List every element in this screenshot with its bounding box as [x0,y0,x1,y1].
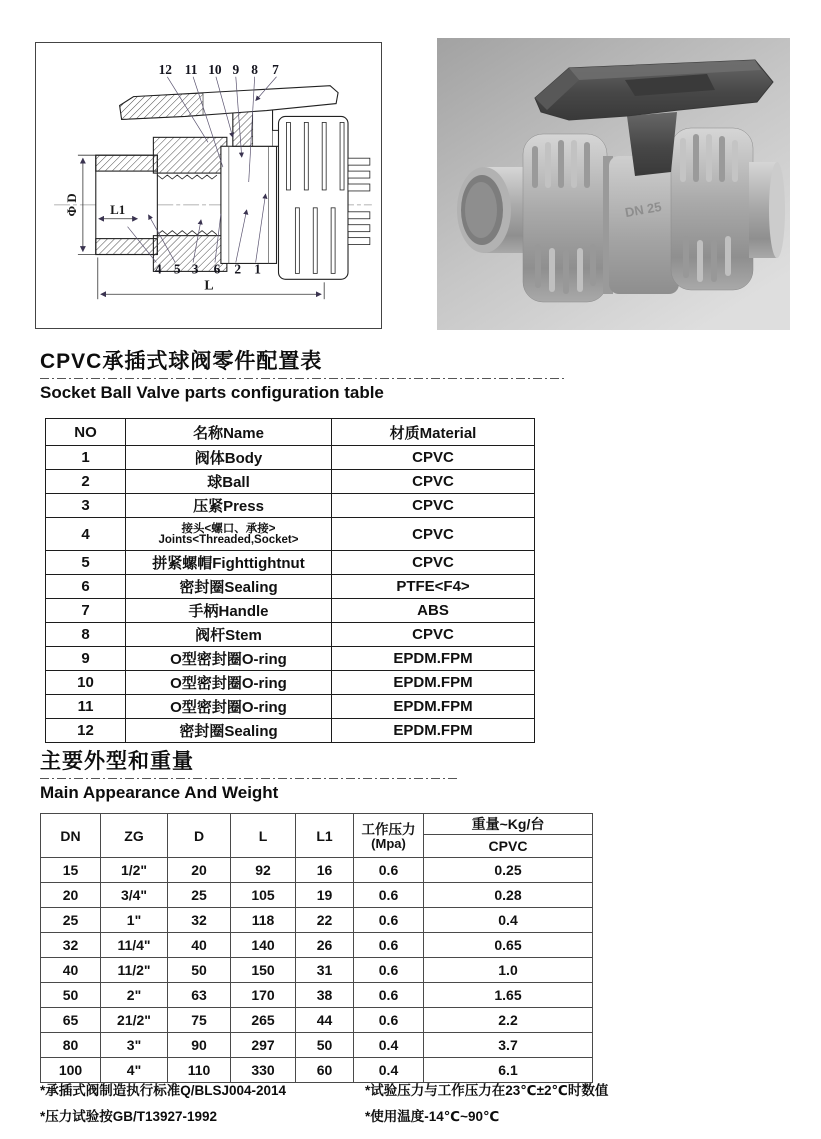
d-cell: 32 [168,908,231,933]
dim-label-l1: L1 [110,202,126,217]
callout-8: 8 [251,61,259,77]
parts-section-header [40,350,570,403]
l1-cell: 44 [296,1008,354,1033]
l-cell: 330 [231,1058,296,1083]
part-name: 密封圈Sealing [179,723,278,740]
zg-cell: 4" [101,1058,168,1083]
material-cell: EPDM.FPM [332,671,535,695]
dn-cell: 40 [41,958,101,983]
no-cell: 6 [46,575,126,599]
parts-row [46,695,535,719]
callout-11: 11 [184,61,198,77]
name-cell [126,671,332,695]
l1-cell: 38 [296,983,354,1008]
name-cell [126,551,332,575]
pressure-header [354,814,424,858]
zg-cell: 1" [101,908,168,933]
l1-cell: 50 [296,1033,354,1058]
parts-row [46,470,535,494]
no-cell: 8 [46,623,126,647]
dn-cell: 25 [41,908,101,933]
l1-cell: 16 [296,858,354,883]
part-name: 阀体Body [194,450,263,467]
l1-cell: 31 [296,958,354,983]
part-name: O型密封圈O-ring [170,699,287,716]
l1-cell: 60 [296,1058,354,1083]
no-cell: 9 [46,647,126,671]
spec-row [41,908,593,933]
zg-cell: 3/4" [101,883,168,908]
name-cell [126,719,332,743]
parts-section-title-zh: CPVC承插式球阀零件配置表 [40,350,323,373]
l1-cell: 22 [296,908,354,933]
d-cell: 50 [168,958,231,983]
weight-cell: 3.7 [424,1033,593,1058]
dn-cell: 65 [41,1008,101,1033]
spec-row [41,883,593,908]
material-cell: EPDM.FPM [332,695,535,719]
material-cell: EPDM.FPM [332,647,535,671]
no-cell: 1 [46,446,126,470]
footnote-standard: *承插式阀制造执行标准Q/BLSJ004-2014 [40,1083,287,1098]
parts-row [46,551,535,575]
part-name-sub: Joints<Threaded,Socket> [158,533,299,546]
l-cell: 92 [231,858,296,883]
dn-cell: 32 [41,933,101,958]
weight-header: 重量~Kg/台 [424,814,593,835]
name-cell [126,647,332,671]
no-cell: 3 [46,494,126,518]
spec-row [41,1033,593,1058]
name-header: 名称Name [126,419,332,446]
l-cell: 118 [231,908,296,933]
l-cell: 170 [231,983,296,1008]
footnotes-left [40,1078,286,1130]
callout-9: 9 [232,61,240,77]
no-cell: 11 [46,695,126,719]
parts-section-title-en: Socket Ball Valve parts configuration table [40,383,384,402]
callout-2: 2 [234,261,242,277]
part-name: 手柄Handle [188,603,269,620]
dn-cell: 15 [41,858,101,883]
parts-table [45,418,535,743]
material-cell: ABS [332,599,535,623]
l-cell: 140 [231,933,296,958]
d-header: D [168,814,231,858]
spec-row [41,1008,593,1033]
material-cell: EPDM.FPM [332,719,535,743]
weight-cell: 1.0 [424,958,593,983]
part-name: O型密封圈O-ring [170,651,287,668]
name-cell [126,695,332,719]
dash-dot-divider [40,378,565,380]
name-cell [126,518,332,551]
weight-material-header: CPVC [424,835,593,858]
valve-cross-section-drawing [36,43,379,326]
callout-10: 10 [208,61,222,77]
callout-5: 5 [173,261,181,277]
callout-7: 7 [272,61,279,77]
part-name: 拼紧螺帽Fighttightnut [152,555,305,572]
valve-body-outline [96,86,370,280]
material-cell: CPVC [332,470,535,494]
d-cell: 25 [168,883,231,908]
no-cell: 10 [46,671,126,695]
d-cell: 75 [168,1008,231,1033]
callout-1: 1 [254,261,261,277]
dash-dot-divider [40,778,460,780]
l1-cell: 19 [296,883,354,908]
zg-cell: 11/2" [101,958,168,983]
pressure-cell: 0.4 [354,1033,424,1058]
footnotes-right [365,1078,608,1130]
name-cell [126,470,332,494]
parts-header-row [46,419,535,446]
product-photo-panel [437,38,790,330]
weight-cell: 0.4 [424,908,593,933]
part-name: O型密封圈O-ring [170,675,287,692]
zg-cell: 21/2" [101,1008,168,1033]
pressure-header-zh: 工作压力 [361,821,416,837]
l-header: L [231,814,296,858]
footnote-test-pressure: *试验压力与工作压力在23℃±2℃时数值 [365,1083,609,1098]
material-cell: CPVC [332,494,535,518]
pressure-cell: 0.6 [354,908,424,933]
part-name: 接头<螺口、承接> [181,522,276,535]
spec-table [40,813,593,1083]
pressure-cell: 0.6 [354,933,424,958]
part-name: 压紧Press [193,498,264,515]
no-cell: 7 [46,599,126,623]
d-cell: 90 [168,1033,231,1058]
callout-12: 12 [158,61,172,77]
pressure-cell: 0.6 [354,858,424,883]
parts-row [46,623,535,647]
parts-row [46,647,535,671]
dimensions-section-title-zh: 主要外型和重量 [40,750,194,773]
weight-cell: 6.1 [424,1058,593,1083]
l-cell: 150 [231,958,296,983]
weight-cell: 0.28 [424,883,593,908]
pressure-header-unit: (Mpa) [371,835,406,851]
valve-photo [437,38,790,330]
parts-row [46,671,535,695]
zg-header: ZG [101,814,168,858]
callout-6: 6 [213,261,221,277]
zg-cell: 1/2" [101,858,168,883]
material-cell: CPVC [332,623,535,647]
spec-row [41,858,593,883]
dimensions-section-header [40,750,470,803]
material-header: 材质Material [332,419,535,446]
name-cell [126,623,332,647]
dn-cell: 20 [41,883,101,908]
part-name: 球Ball [207,474,250,491]
material-cell: CPVC [332,551,535,575]
material-cell: CPVC [332,518,535,551]
no-cell: 12 [46,719,126,743]
emboss-text: DN 25 [623,198,663,221]
zg-cell: 11/4" [101,933,168,958]
d-cell: 110 [168,1058,231,1083]
callout-4: 4 [154,261,162,277]
no-cell: 4 [46,518,126,551]
weight-cell: 0.65 [424,933,593,958]
dimensions-section-title-en: Main Appearance And Weight [40,783,279,802]
pressure-cell: 0.6 [354,983,424,1008]
l-cell: 297 [231,1033,296,1058]
name-cell [126,575,332,599]
zg-cell: 3" [101,1033,168,1058]
dn-cell: 80 [41,1033,101,1058]
pressure-cell: 0.4 [354,1058,424,1083]
parts-row [46,719,535,743]
technical-drawing-panel [35,42,382,329]
zg-cell: 2" [101,983,168,1008]
spec-header-row-1 [41,814,593,835]
no-cell: 2 [46,470,126,494]
dn-cell: 50 [41,983,101,1008]
l-cell: 265 [231,1008,296,1033]
weight-cell: 1.65 [424,983,593,1008]
weight-cell: 0.25 [424,858,593,883]
spec-row [41,933,593,958]
d-cell: 63 [168,983,231,1008]
parts-row [46,575,535,599]
l1-cell: 26 [296,933,354,958]
dn-header: DN [41,814,101,858]
d-cell: 20 [168,858,231,883]
parts-row [46,518,535,551]
pressure-cell: 0.6 [354,883,424,908]
parts-row [46,494,535,518]
dn-cell: 100 [41,1058,101,1083]
parts-row [46,599,535,623]
l1-header: L1 [296,814,354,858]
no-header: NO [46,419,126,446]
l-cell: 105 [231,883,296,908]
dim-label-length: L [204,278,214,294]
material-cell: PTFE<F4> [332,575,535,599]
weight-cell: 2.2 [424,1008,593,1033]
pressure-cell: 0.6 [354,1008,424,1033]
spec-row [41,983,593,1008]
name-cell [126,494,332,518]
dim-label-diameter: Φ D [64,193,79,217]
parts-row [46,446,535,470]
part-name: 阀杆Stem [195,627,262,644]
material-cell: CPVC [332,446,535,470]
callout-3: 3 [191,261,199,277]
no-cell: 5 [46,551,126,575]
pressure-cell: 0.6 [354,958,424,983]
part-name: 密封圈Sealing [179,579,278,596]
name-cell [126,446,332,470]
name-cell [126,599,332,623]
d-cell: 40 [168,933,231,958]
footnote-pressure-test: *压力试验按GB/T13927-1992 [40,1109,218,1124]
spec-row [41,958,593,983]
footnote-temperature: *使用温度-14℃~90℃ [365,1109,500,1124]
